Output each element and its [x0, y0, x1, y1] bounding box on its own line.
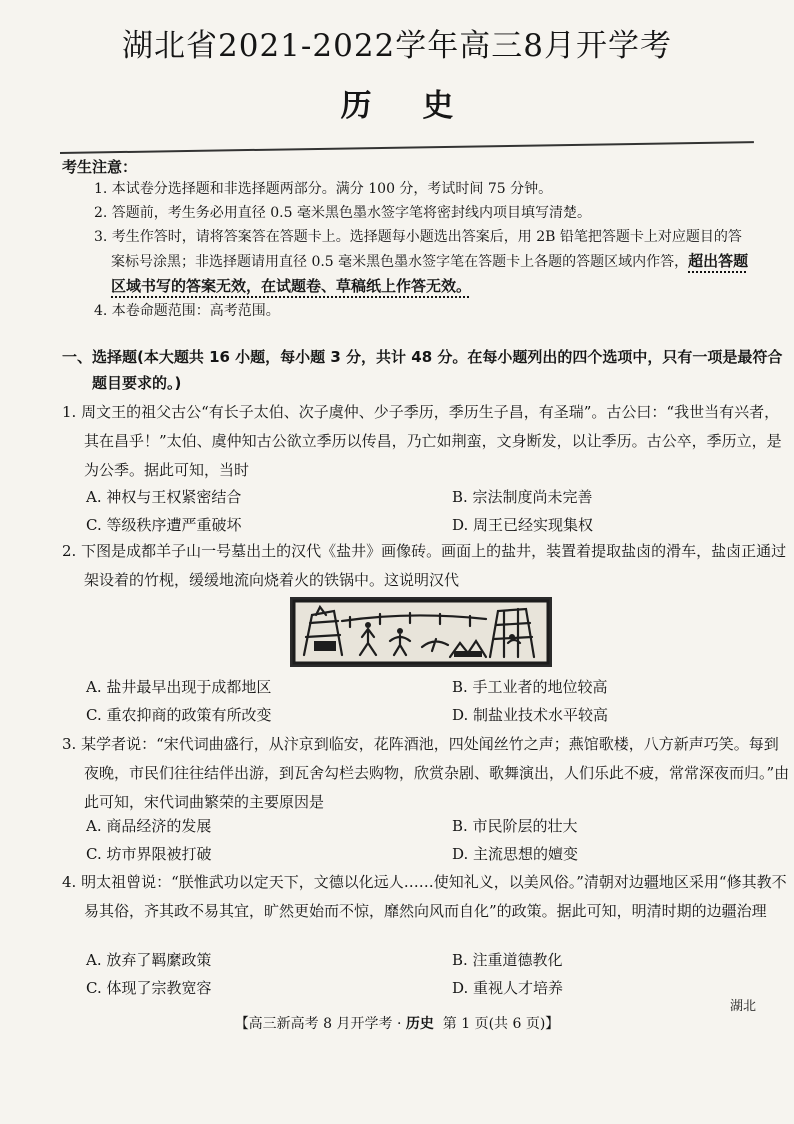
question-4-option-d: D. 重视人才培养 [452, 979, 564, 997]
section-heading: 一、选择题(本大题共 16 小题，每小题 3 分，共计 48 分。在每小题列出的四个选项中，只有一项是最符合题目要求的。) [62, 348, 783, 392]
salt-well-picture [290, 597, 552, 667]
question-4-options [86, 946, 726, 1002]
question-2-options [86, 673, 726, 729]
question-2-option-b: B. 手工业者的地位较高 [452, 678, 608, 696]
question-4-option-a: A. 放弃了羁縻政策 [86, 951, 212, 969]
question-3-option-c: C. 坊市界限被打破 [86, 845, 212, 863]
footer-exam-name: 【高三新高考 8 月开学考 · [234, 1016, 406, 1032]
question-1-option-d: D. 周王已经实现集权 [452, 516, 594, 534]
notice-item-3-emphasis: 超出答题区域书写的答案无效，在试题卷、草稿纸上作答无效。 [111, 252, 749, 295]
question-2-option-c: C. 重农抑商的政策有所改变 [86, 706, 272, 724]
question-4-stem: 4. 明太祖曾说：“朕惟武功以定天下，文德以化远人……使知礼义，以美风俗。”清朝对边疆地区采用“修其教不易其俗，齐其政不易其宜，旷然更始而不惊，靡然向风而自化”的政策。据此可知，明清时期的边疆治理 [62, 873, 787, 920]
question-1-options [86, 483, 726, 539]
header-divider [60, 141, 754, 154]
exam-title: 湖北省2021-2022学年高三8月开学考 [122, 28, 672, 64]
notice-item-4: 4. 本卷命题范围：高考范围。 [94, 303, 280, 319]
question-3-options [86, 812, 726, 868]
question-1-option-c: C. 等级秩序遭严重破坏 [86, 516, 242, 534]
notice-item-2: 2. 答题前，考生务必用直径 0.5 毫米黑色墨水签字笔将密封线内项目填写清楚。 [94, 205, 591, 221]
region-label: 湖北 [730, 999, 757, 1014]
salt-well-brick-image [290, 597, 552, 667]
question-1-stem: 1. 周文王的祖父古公“有长子太伯、次子虞仲、少子季历，季历生子昌，有圣瑞”。古公曰：“我世当有兴者，其在昌乎！”太伯、虞仲知古公欲立季历以传昌，乃亡如荆蛮，文身断发，以让季历。古公卒，季历立，是为公季。据此可知，当时 [62, 403, 782, 479]
question-4-option-c: C. 体现了宗教宽容 [86, 979, 212, 997]
notice-item-3 [94, 225, 754, 299]
question-3-stem: 3. 某学者说：“宋代词曲盛行，从汴京到临安，花阵酒池，四处闻丝竹之声；燕馆歌楼，八方新声巧笑。每到夜晚，市民们往往结伴出游，到瓦舍勾栏去购物，欣赏杂剧、歌舞演出，人们乐此不疲，常常深夜而归。”由此可知，宋代词曲繁荣的主要原因是 [62, 735, 790, 811]
footer-page-number: 第 1 页(共 6 页)】 [442, 1016, 560, 1032]
question-4-option-b: B. 注重道德教化 [452, 951, 563, 969]
notice-item-3-text: 3. 考生作答时，请将答案答在答题卡上。选择题每小题选出答案后，用 2B 铅笔把答题卡上对应题目的答案标号涂黑；非选择题请用直径 0.5 毫米黑色墨水签字笔在答题卡上各题的答题区域内作答， [94, 229, 742, 270]
question-2-stem: 2. 下图是成都羊子山一号墓出土的汉代《盐井》画像砖。画面上的盐井，装置着提取盐卤的滑车，盐卤正通过架设着的竹枧，缓缓地流向烧着火的铁锅中。这说明汉代 [62, 542, 787, 589]
question-2-option-d: D. 制盐业技术水平较高 [452, 706, 609, 724]
question-3-option-a: A. 商品经济的发展 [86, 817, 212, 835]
question-3-option-d: D. 主流思想的嬗变 [452, 845, 579, 863]
footer-subject: 历史 [405, 1016, 434, 1032]
question-3-option-b: B. 市民阶层的壮大 [452, 817, 578, 835]
notice-heading: 考生注意： [62, 158, 138, 176]
question-2-option-a: A. 盐井最早出现于成都地区 [86, 678, 272, 696]
notice-item-1: 1. 本试卷分选择题和非选择题两部分。满分 100 分，考试时间 75 分钟。 [94, 181, 553, 197]
subject-title: 历 史 [340, 88, 474, 124]
question-1-option-b: B. 宗法制度尚未完善 [452, 488, 593, 506]
page-footer [0, 1014, 794, 1034]
question-1-option-a: A. 神权与王权紧密结合 [86, 488, 242, 506]
